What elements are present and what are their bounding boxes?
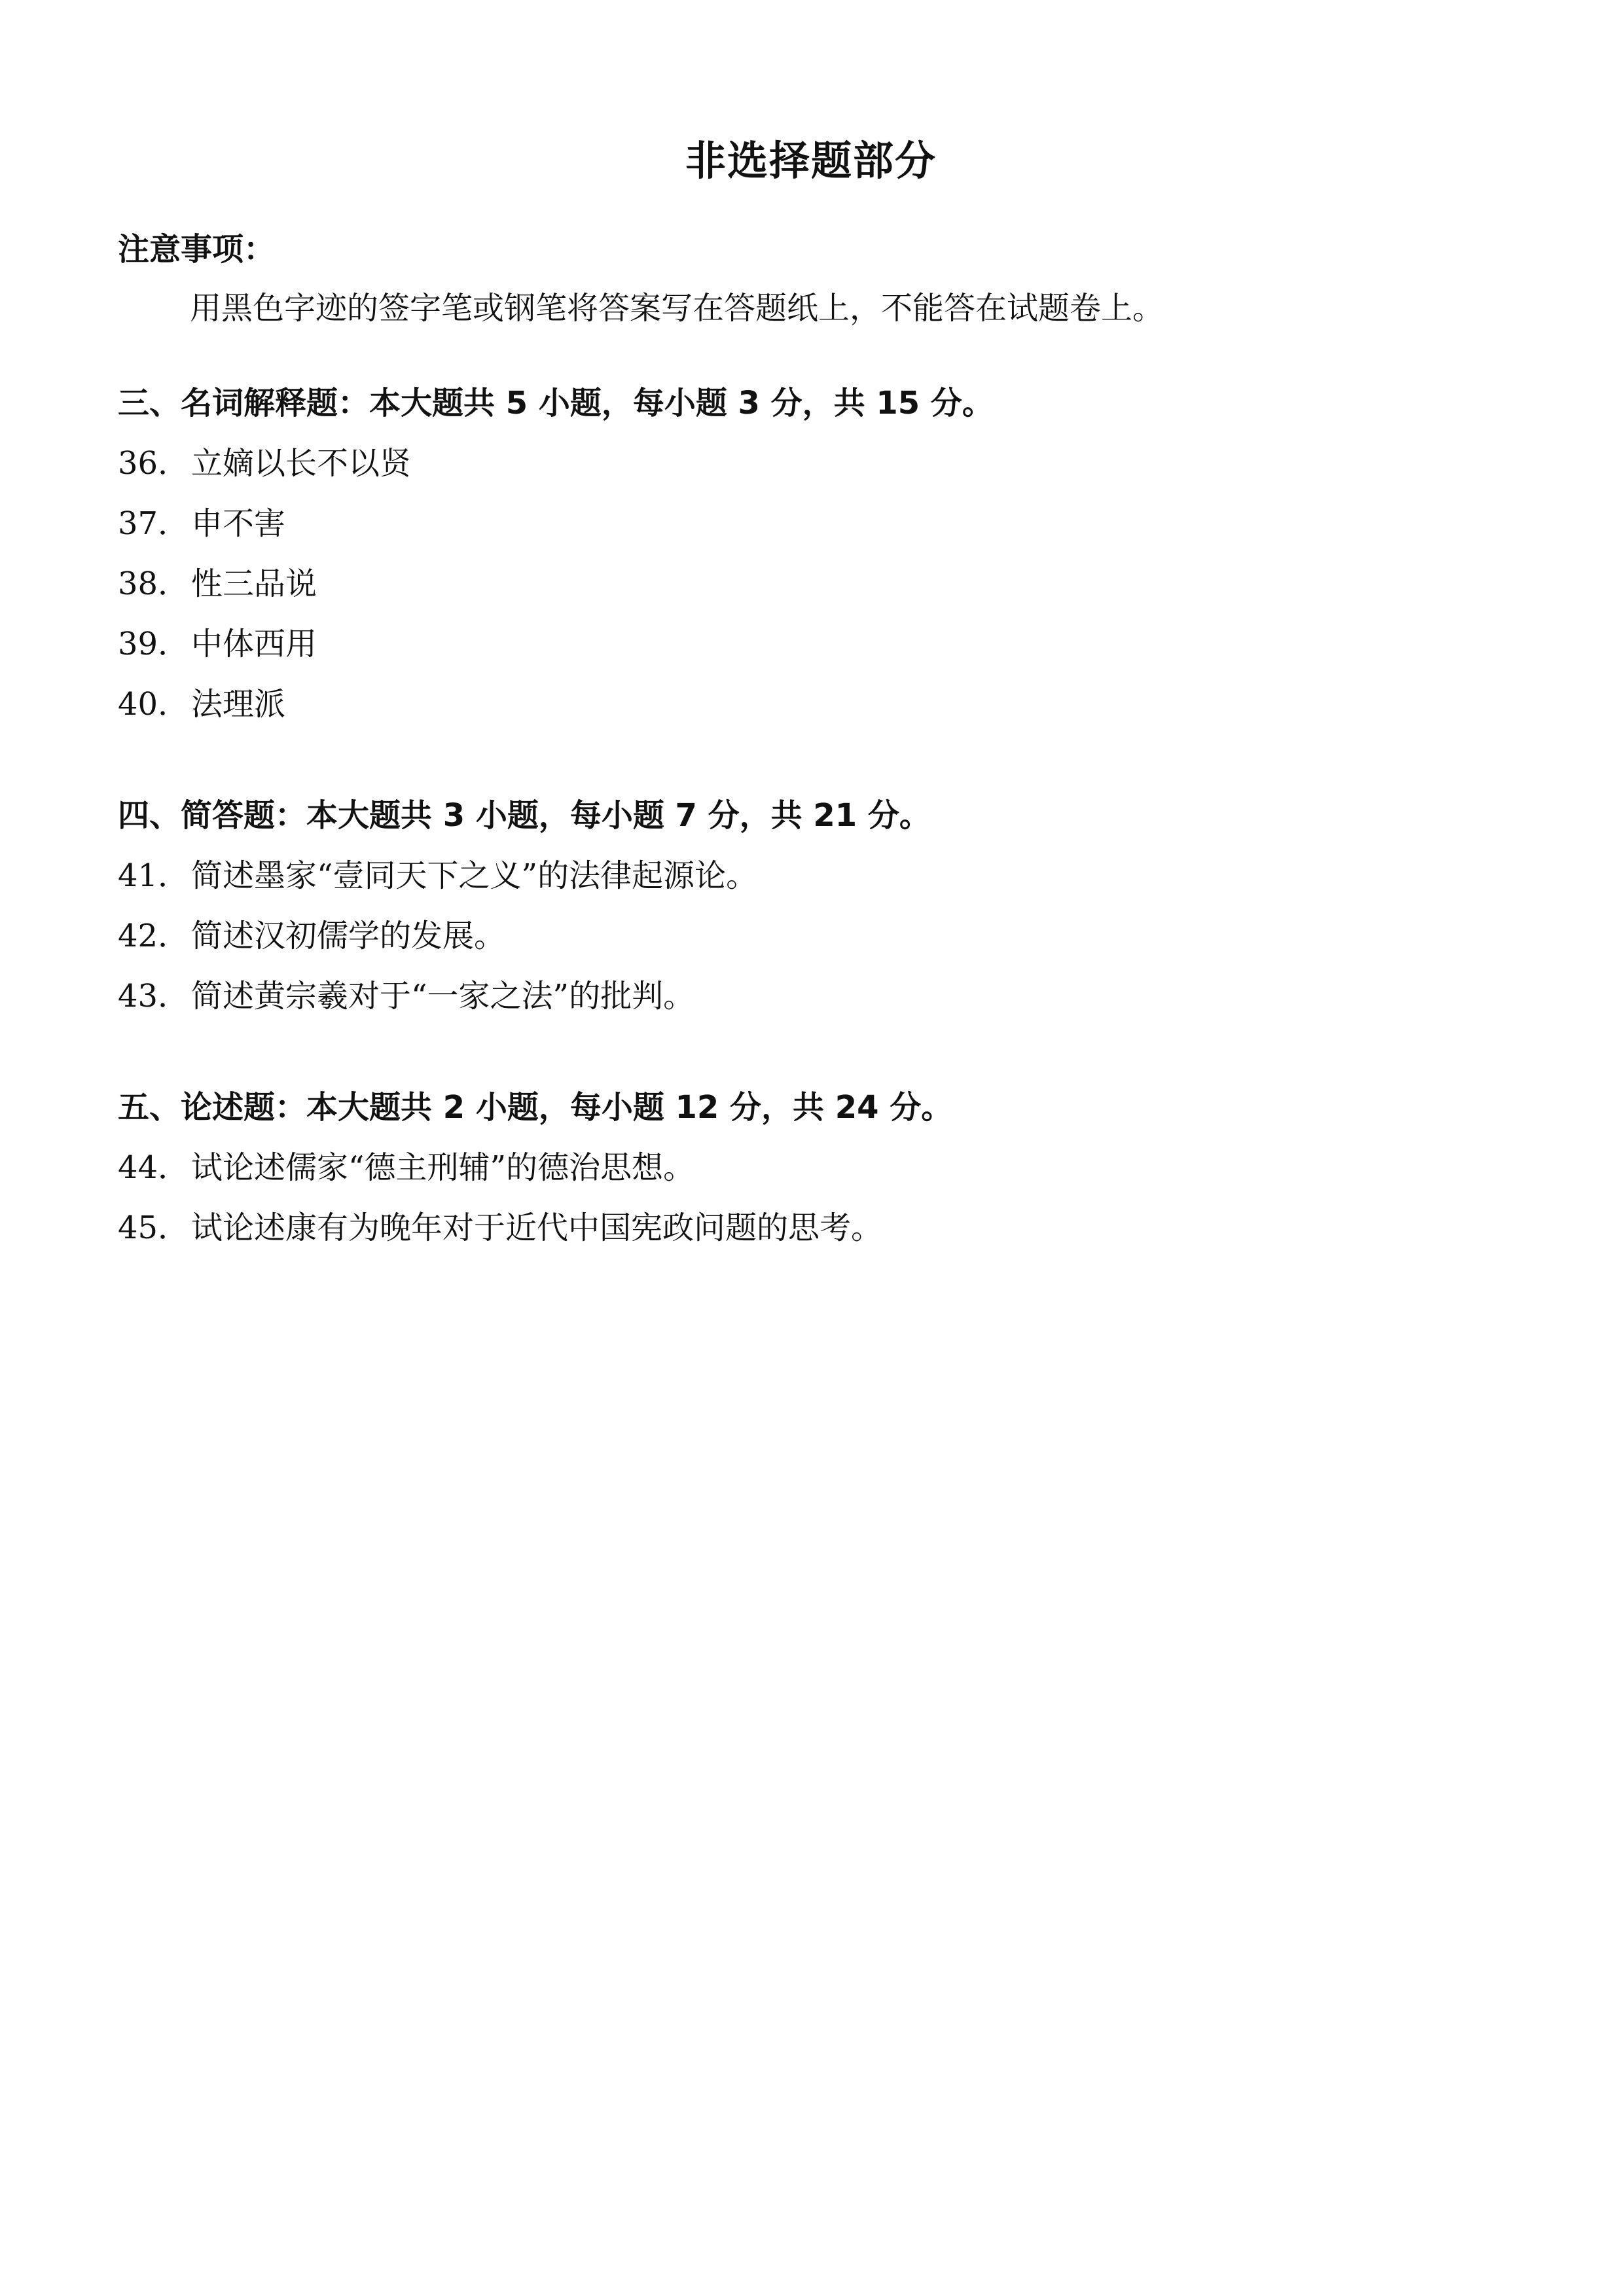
question-text: 性三品说 xyxy=(191,565,317,602)
section-heading: 四、简答题：本大题共 3 小题，每小题 7 分，共 21 分。 xyxy=(118,797,931,834)
question-item xyxy=(118,916,931,956)
section-essay xyxy=(118,1088,952,1247)
question-text: 法理派 xyxy=(191,686,286,723)
question-item xyxy=(118,444,994,483)
question-text: 试论述康有为晚年对于近代中国宪政问题的思考。 xyxy=(191,1210,883,1246)
notice-heading: 注意事项： xyxy=(118,231,276,268)
question-item xyxy=(118,564,994,603)
question-item xyxy=(118,624,994,664)
section-terms xyxy=(118,384,994,724)
question-text: 中体西用 xyxy=(191,626,317,662)
question-text: 简述汉初儒学的发展。 xyxy=(191,918,506,954)
question-number: 41． xyxy=(118,857,190,894)
question-text: 简述黄宗羲对于“一家之法”的批判。 xyxy=(191,978,695,1014)
question-number: 43． xyxy=(118,978,190,1014)
question-item xyxy=(118,504,994,543)
question-number: 44． xyxy=(118,1149,190,1186)
question-item xyxy=(118,856,931,895)
question-text: 试论述儒家“德主刑辅”的德治思想。 xyxy=(191,1149,695,1186)
question-item xyxy=(118,685,994,724)
question-text: 申不害 xyxy=(191,505,286,542)
question-number: 39． xyxy=(118,626,190,662)
question-number: 45． xyxy=(118,1210,190,1246)
question-text: 简述墨家“壹同天下之义”的法律起源论。 xyxy=(191,857,758,894)
question-text: 立嫡以长不以贤 xyxy=(191,445,412,482)
section-short-answer xyxy=(118,796,931,1016)
question-number: 38． xyxy=(118,565,190,602)
question-item xyxy=(118,977,931,1016)
question-number: 40． xyxy=(118,686,190,723)
section-heading: 三、名词解释题：本大题共 5 小题，每小题 3 分，共 15 分。 xyxy=(118,385,994,422)
page-title: 非选择题部分 xyxy=(685,137,937,185)
question-number: 37． xyxy=(118,505,190,542)
question-number: 42． xyxy=(118,918,190,954)
question-item xyxy=(118,1208,952,1247)
notice-text: 用黑色字迹的签字笔或钢笔将答案写在答题纸上，不能答在试题卷上。 xyxy=(190,290,1164,327)
question-number: 36． xyxy=(118,445,190,482)
section-heading: 五、论述题：本大题共 2 小题，每小题 12 分，共 24 分。 xyxy=(118,1089,953,1126)
question-item xyxy=(118,1148,952,1187)
